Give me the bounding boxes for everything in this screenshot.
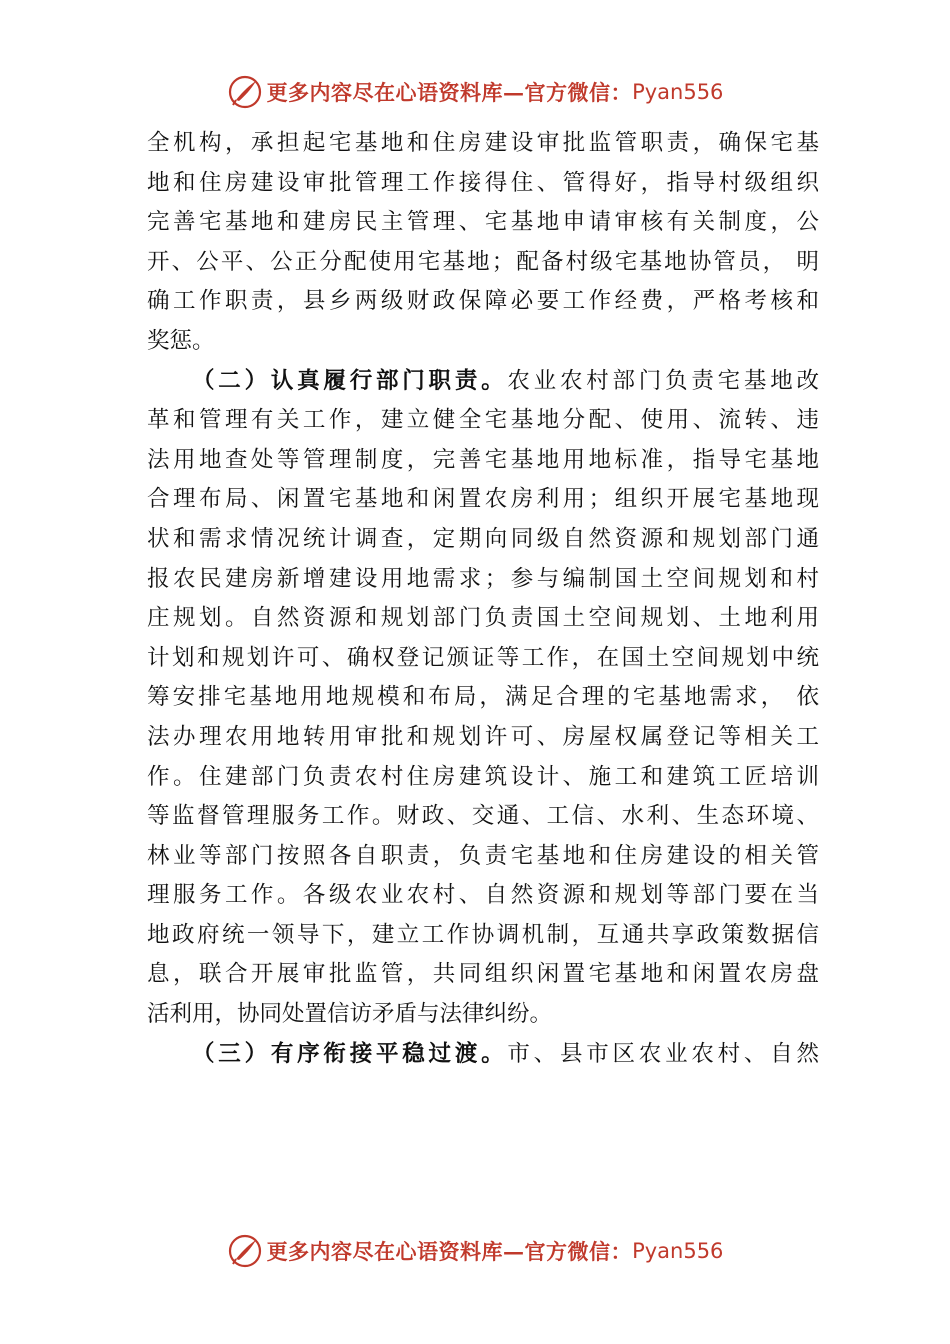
text-line: 筹安排宅基地用地规模和布局，满足合理的宅基地需求， 依 [147,684,819,711]
pen-quill-logo-icon [227,74,263,110]
text-line: 理服务工作。各级农业农村、自然资源和规划等部门要在当 [147,882,819,909]
header-banner [0,72,950,112]
banner-text: 更多内容尽在心语资料库—官方微信： [266,80,633,105]
text-line: 完善宅基地和建房民主管理、宅基地申请审核有关制度，公 [147,209,819,236]
paragraph-2 [147,362,819,1035]
text-line: 全机构，承担起宅基地和住房建设审批监管职责，确保宅基 [147,130,819,156]
banner-wechat-id: Pyan556 [632,80,724,104]
text-line: 等监督管理服务工作。财政、交通、工信、水利、生态环境、 [147,803,819,830]
footer-banner [0,1231,950,1271]
section-heading: （三）有序衔接平稳过渡。 [192,1040,508,1067]
paragraph-first-line [147,362,819,402]
paragraph-1 [147,124,819,362]
pen-quill-logo-icon [227,1233,263,1269]
text-line: 革和管理有关工作，建立健全宅基地分配、使用、流转、违 [147,407,819,434]
document-body [147,124,819,1074]
text-span: 市、县市区农业农村、自然 [507,1040,819,1067]
text-line: 地政府统一领导下，建立工作协调机制，互通共享政策数据信 [147,921,819,948]
section-heading: （二）认真履行部门职责。 [192,367,508,394]
banner-wechat-id: Pyan556 [632,1239,724,1263]
text-line: 林业等部门按照各自职责，负责宅基地和住房建设的相关管 [147,842,819,869]
text-line: 法办理农用地转用审批和规划许可、房屋权属登记等相关工 [147,723,819,750]
text-line: 开、公平、公正分配使用宅基地；配备村级宅基地协管员， 明 [147,248,819,275]
text-line: 活利用，协同处置信访矛盾与法律纠纷。 [147,1001,553,1028]
paragraph-3 [147,1035,819,1075]
paragraph-first-line [147,1035,819,1075]
text-line: 奖惩。 [147,327,215,354]
text-line: 法用地查处等管理制度，完善宅基地用地标准，指导宅基地 [147,446,819,473]
text-line: 庄规划。自然资源和规划部门负责国土空间规划、土地利用 [147,605,819,632]
text-line: 合理布局、闲置宅基地和闲置农房利用；组织开展宅基地现 [147,486,819,513]
banner-text: 更多内容尽在心语资料库—官方微信： [266,1239,633,1264]
text-line: 作。住建部门负责农村住房建筑设计、施工和建筑工匠培训 [147,763,819,790]
text-line: 报农民建房新增建设用地需求；参与编制国土空间规划和村 [147,565,819,592]
text-line: 状和需求情况统计调查，定期向同级自然资源和规划部门通 [147,525,819,552]
text-span: 农业农村部门负责宅基地改 [507,367,819,394]
text-line: 计划和规划许可、确权登记颁证等工作，在国土空间规划中统 [147,644,819,671]
text-line: 息，联合开展审批监管，共同组织闲置宅基地和闲置农房盘 [147,961,819,988]
text-line: 地和住房建设审批管理工作接得住、管得好，指导村级组织 [147,169,819,196]
text-line: 确工作职责，县乡两级财政保障必要工作经费，严格考核和 [147,288,819,315]
